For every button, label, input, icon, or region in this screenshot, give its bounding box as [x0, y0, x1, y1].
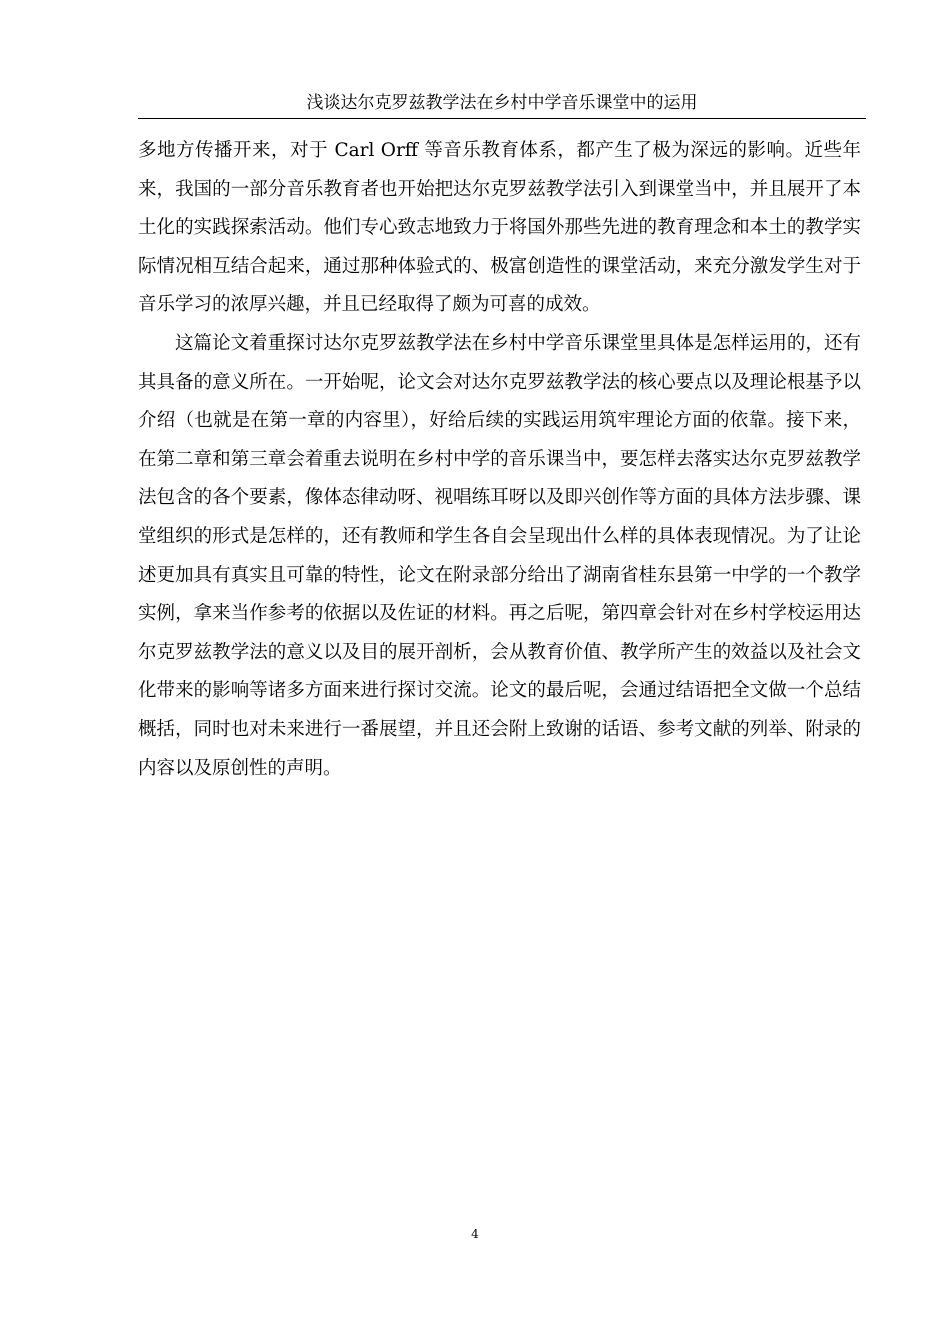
running-header-title: 浅谈达尔克罗兹教学法在乡村中学音乐课堂中的运用: [306, 93, 698, 113]
running-header: [138, 92, 866, 119]
body-text: [138, 132, 861, 788]
paragraph-thesis-overview: 这篇论文着重探讨达尔克罗兹教学法在乡村中学音乐课堂里具体是怎样运用的，还有其具备的意义所在。一开始呢，论文会对达尔克罗兹教学法的核心要点以及理论根基予以介绍（也就是在第一章的内容里），好给后续的实践运用筑牢理论方面的依靠。接下来，在第二章和第三章会着重去说明在乡村中学的音乐课当中，要怎样去落实达尔克罗兹教学法包含的各个要素，像体态律动呀、视唱练耳呀以及即兴创作等方面的具体方法步骤、课堂组织的形式是怎样的，还有教师和学生各自会呈现出什么样的具体表现情况。为了让论述更加具有真实且可靠的特性，论文在附录部分给出了湖南省桂东县第一中学的一个教学实例，拿来当作参考的依据以及佐证的材料。再之后呢，第四章会针对在乡村学校运用达尔克罗兹教学法的意义以及目的展开剖析，会从教育价值、教学所产生的效益以及社会文化带来的影响等诸多方面来进行探讨交流。论文的最后呢，会通过结语把全文做一个总结概括，同时也对未来进行一番展望，并且还会附上致谢的话语、参考文献的列举、附录的内容以及原创性的声明。: [138, 332, 861, 779]
paragraph-continued: 多地方传播开来，对于 Carl Orff 等音乐教育体系，都产生了极为深远的影响。近些年来，我国的一部分音乐教育者也开始把达尔克罗兹教学法引入到课堂当中，并且展开了本土化的实践探索活动。他们专心致志地致力于将国外那些先进的教育理念和本土的教学实际情况相互结合起来，通过那种体验式的、极富创造性的课堂活动，来充分激发学生对于音乐学习的浓厚兴趣，并且已经取得了颇为可喜的成效。: [138, 140, 861, 316]
page-number: 4: [471, 1227, 479, 1241]
